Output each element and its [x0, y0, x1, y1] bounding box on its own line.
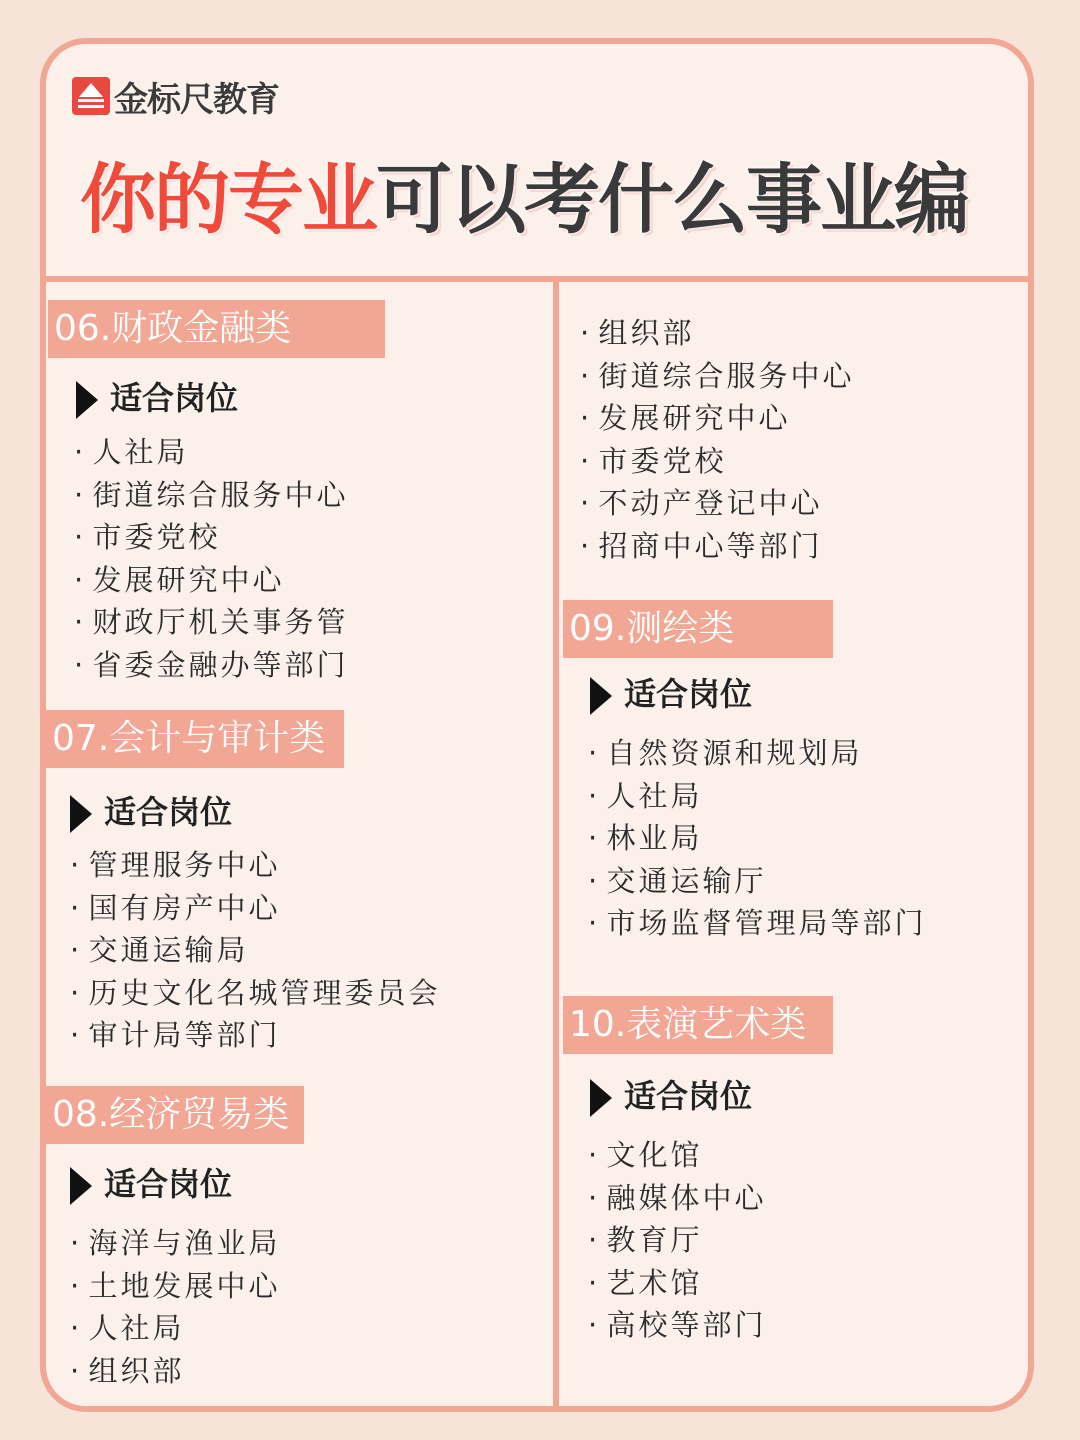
- list-item: · 艺术馆: [588, 1262, 766, 1305]
- list-item: · 管理服务中心: [70, 844, 440, 887]
- role-list-08-continued: [580, 312, 854, 568]
- role-list-08: [70, 1222, 280, 1392]
- pyramid-logo-icon: [72, 77, 110, 115]
- list-item: · 历史文化名城管理委员会: [70, 972, 440, 1015]
- list-item: · 林业局: [588, 817, 926, 860]
- list-item: · 省委金融办等部门: [74, 644, 348, 687]
- list-item: · 招商中心等部门: [580, 525, 854, 568]
- list-item: · 自然资源和规划局: [588, 732, 926, 775]
- role-list-06: [74, 431, 348, 687]
- title-rest: 可以考什么事业编: [376, 155, 968, 244]
- list-item: · 融媒体中心: [588, 1177, 766, 1220]
- list-item: · 街道综合服务中心: [580, 355, 854, 398]
- role-list-09: [588, 732, 926, 945]
- title-highlight: 你的专业: [80, 155, 376, 244]
- list-item: · 组织部: [580, 312, 854, 355]
- list-item: · 交通运输厅: [588, 860, 926, 903]
- role-list-07: [70, 844, 440, 1057]
- role-heading-09: 适合岗位: [590, 674, 752, 714]
- list-item: · 不动产登记中心: [580, 482, 854, 525]
- arrow-icon: [70, 795, 92, 833]
- column-divider: [553, 282, 559, 1412]
- list-item: · 审计局等部门: [70, 1014, 440, 1057]
- list-item: · 人社局: [70, 1307, 280, 1350]
- arrow-icon: [590, 1079, 612, 1117]
- list-item: · 海洋与渔业局: [70, 1222, 280, 1265]
- list-item: · 土地发展中心: [70, 1265, 280, 1308]
- section-label-09: 09.测绘类: [563, 600, 833, 658]
- arrow-icon: [76, 381, 98, 419]
- page-title: [80, 152, 968, 248]
- section-label-06: 06.财政金融类: [48, 300, 385, 358]
- role-list-10: [588, 1134, 766, 1347]
- arrow-icon: [590, 677, 612, 715]
- section-label-07: 07.会计与审计类: [46, 710, 344, 768]
- list-item: · 财政厅机关事务管: [74, 601, 348, 644]
- list-item: · 教育厅: [588, 1219, 766, 1262]
- role-heading-07: 适合岗位: [70, 792, 232, 832]
- list-item: · 发展研究中心: [74, 559, 348, 602]
- brand-name: 金标尺教育: [114, 79, 279, 120]
- list-item: · 市场监督管理局等部门: [588, 902, 926, 945]
- section-label-10: 10.表演艺术类: [563, 996, 833, 1054]
- list-item: · 高校等部门: [588, 1304, 766, 1347]
- list-item: · 交通运输局: [70, 929, 440, 972]
- list-item: · 市委党校: [74, 516, 348, 559]
- list-item: · 街道综合服务中心: [74, 474, 348, 517]
- role-heading-06: 适合岗位: [76, 378, 238, 418]
- list-item: · 市委党校: [580, 440, 854, 483]
- arrow-icon: [70, 1167, 92, 1205]
- list-item: · 组织部: [70, 1350, 280, 1393]
- brand-logo: [72, 76, 279, 120]
- content-card: [40, 38, 1034, 1412]
- header-divider: [46, 276, 1028, 282]
- list-item: · 人社局: [74, 431, 348, 474]
- section-label-08: 08.经济贸易类: [46, 1086, 304, 1144]
- list-item: · 国有房产中心: [70, 887, 440, 930]
- role-heading-10: 适合岗位: [590, 1076, 752, 1116]
- list-item: · 文化馆: [588, 1134, 766, 1177]
- list-item: · 人社局: [588, 775, 926, 818]
- role-heading-08: 适合岗位: [70, 1164, 232, 1204]
- list-item: · 发展研究中心: [580, 397, 854, 440]
